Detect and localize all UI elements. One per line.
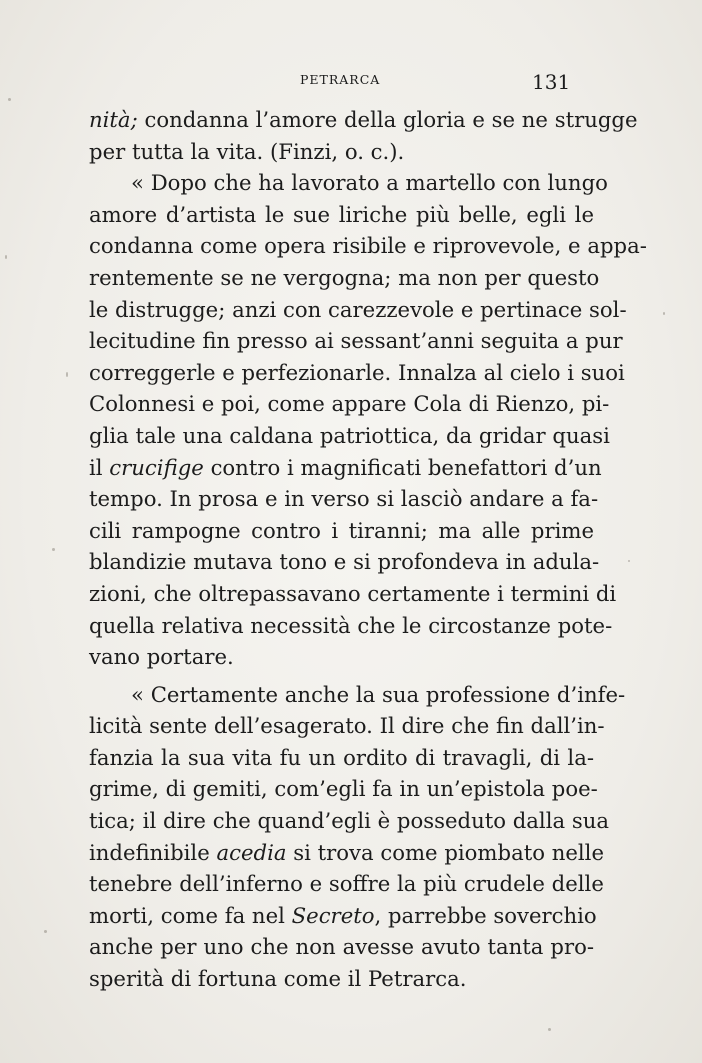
text-line — [89, 742, 594, 774]
italic-text: Secreto — [291, 902, 375, 928]
body-text — [89, 104, 647, 995]
text-line — [89, 610, 613, 642]
text-line — [89, 515, 594, 547]
text-line — [89, 931, 594, 963]
text-segment: Colonnesi e poi, come appare Cola di Rienzo, pi- — [89, 391, 610, 417]
text-segment: il — [89, 454, 110, 480]
text-segment: lecitudine fin presso ai sessant’anni seguita a pur — [89, 328, 623, 354]
text-line — [89, 900, 597, 932]
text-segment: le distrugge; anzi con carezzevole e pertinace sol- — [89, 296, 627, 322]
paper-speck — [8, 98, 11, 101]
text-segment: si trova come piombato nelle — [286, 839, 604, 865]
page-number: 131 — [532, 70, 571, 94]
paper-speck — [663, 312, 665, 315]
text-segment: condanna l’amore della gloria e se ne strugge — [137, 107, 638, 132]
italic-text: acedia — [216, 839, 287, 865]
text-line — [89, 710, 605, 742]
text-line — [89, 104, 638, 136]
text-segment: tica; il dire che quand’egli è posseduto dalla sua — [89, 808, 610, 834]
text-line — [89, 963, 594, 995]
italic-text: nità; — [89, 107, 138, 132]
text-segment: zioni, che oltrepassavano certamente i termini di — [89, 580, 617, 606]
text-line — [89, 420, 610, 452]
text-line — [89, 262, 600, 294]
paper-speck — [66, 372, 68, 377]
text-line — [89, 868, 604, 900]
text-segment: tenebre dell’inferno e soffre la più crudele delle — [89, 871, 604, 897]
text-line — [89, 805, 610, 837]
text-segment: contro i magnificati benefattori d’un — [203, 454, 602, 480]
text-segment: « Certamente anche la sua professione d’infe- — [131, 681, 626, 707]
paper-speck — [5, 255, 7, 259]
text-segment: vano portare. — [89, 644, 234, 670]
text-segment: per tutta la vita. (Finzi, o. c.). — [89, 138, 405, 164]
paragraph-start-line — [89, 167, 608, 199]
text-segment: condanna come opera risibile e riprovevole, e appa- — [89, 233, 647, 259]
text-segment: fanzia la sua vita fu un ordito di travagli, di la- — [89, 744, 594, 770]
text-line — [89, 325, 623, 357]
paper-speck — [548, 1028, 551, 1031]
text-segment: grime, di gemiti, com’egli fa in un’epistola poe- — [89, 776, 598, 802]
text-segment: sperità di fortuna come il Petrarca. — [89, 966, 467, 992]
text-segment: indefinibile — [89, 839, 217, 865]
text-line — [89, 230, 647, 262]
text-line — [89, 357, 625, 389]
text-line — [89, 388, 610, 420]
text-line — [89, 837, 604, 869]
paper-speck — [628, 560, 630, 562]
text-line — [89, 452, 602, 484]
text-segment: rentemente se ne vergogna; ma non per questo — [89, 264, 600, 290]
text-segment: , parrebbe soverchio — [374, 902, 597, 928]
text-line — [89, 294, 627, 326]
paper-speck — [44, 930, 47, 933]
text-segment: correggerle e perfezionarle. Innalza al cielo i suoi — [89, 359, 625, 385]
text-segment: morti, come fa nel — [89, 902, 292, 928]
page-header — [0, 70, 702, 98]
text-line — [89, 199, 594, 231]
text-segment: blandizie mutava tono e si profondeva in adula- — [89, 549, 600, 575]
text-segment: glia tale una caldana patriottica, da gridar quasi — [89, 422, 610, 448]
text-line — [89, 136, 594, 168]
text-segment: cili rampogne contro i tiranni; ma alle prime — [89, 517, 594, 543]
italic-text: crucifige — [109, 454, 204, 480]
text-line — [89, 641, 594, 673]
text-segment: quella relativa necessità che le circostanze pote- — [89, 612, 613, 638]
paragraph-start-line — [89, 679, 626, 711]
text-segment: amore d’artista le sue liriche più belle, egli le — [89, 201, 594, 227]
text-line — [89, 546, 600, 578]
text-segment: « Dopo che ha lavorato a martello con lungo — [131, 170, 608, 196]
text-line — [89, 578, 617, 610]
paper-speck — [52, 548, 55, 551]
text-line — [89, 483, 599, 515]
text-segment: licità sente dell’esagerato. Il dire che fin dall’in- — [89, 713, 605, 739]
text-segment: anche per uno che non avesse avuto tanta pro- — [89, 934, 594, 960]
running-title: PETRARCA — [300, 72, 381, 87]
text-line — [89, 773, 598, 805]
text-segment: tempo. In prosa e in verso si lasciò andare a fa- — [89, 486, 599, 512]
